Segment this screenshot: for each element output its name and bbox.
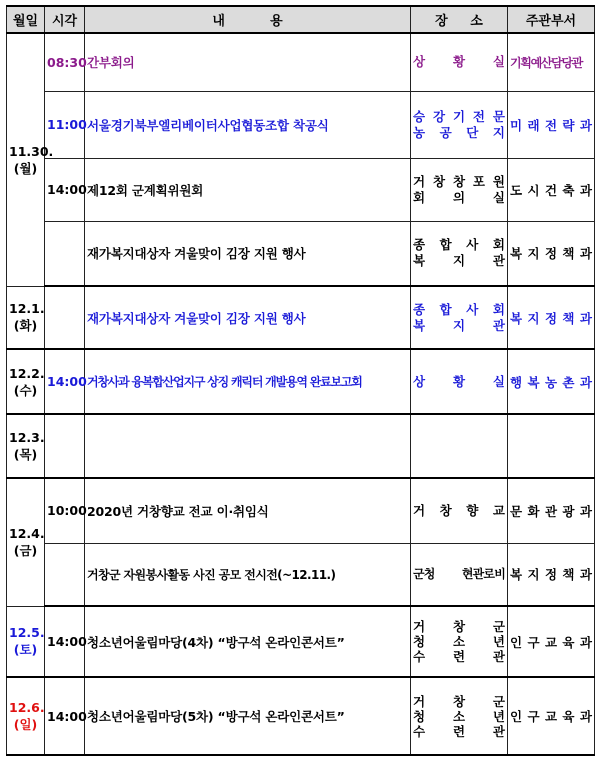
dept-cell: 기획예산담당관 <box>508 33 595 91</box>
header-dept: 주관부서 <box>508 6 595 33</box>
dept-cell: 복 지 정 책 과 <box>508 543 595 606</box>
date-cell: 11.30. (월) <box>7 33 45 286</box>
date-cell: 12.1. (화) <box>7 286 45 349</box>
header-place: 장 소 <box>411 6 508 33</box>
table-row <box>7 286 595 349</box>
dept-cell: 미 래 전 략 과 <box>508 91 595 158</box>
date-cell: 12.3. (목) <box>7 414 45 478</box>
place-cell: 거 창 창 포 원 회 의 실 <box>411 158 508 221</box>
content-cell: 제12회 군계획위원회 <box>85 158 411 221</box>
table-row <box>7 606 595 677</box>
place-cell <box>411 414 508 478</box>
place-cell: 거 창 군 청 소 년 수 련 관 <box>411 677 508 755</box>
content-cell: 청소년어울림마당(4차) “방구석 온라인콘서트” <box>85 606 411 677</box>
time-cell: 14:00 <box>45 677 85 755</box>
date-cell: 12.2. (수) <box>7 349 45 414</box>
content-cell: 거창사과 융복합산업지구 상징 캐릭터 개발용역 완료보고회 <box>85 349 411 414</box>
content-cell <box>85 414 411 478</box>
place-cell: 승 강 기 전 문 농 공 단 지 <box>411 91 508 158</box>
dept-cell: 문 화 관 광 과 <box>508 478 595 543</box>
place-cell: 상 황 실 <box>411 33 508 91</box>
date-cell: 12.6. (일) <box>7 677 45 755</box>
header-content: 내 용 <box>85 6 411 33</box>
time-cell <box>45 543 85 606</box>
table-row <box>7 91 595 158</box>
place-cell: 상 황 실 <box>411 349 508 414</box>
content-cell: 서울경기북부엘리베이터사업협동조합 착공식 <box>85 91 411 158</box>
dept-cell: 복 지 정 책 과 <box>508 286 595 349</box>
table-row <box>7 677 595 755</box>
place-cell: 종 합 사 회 복 지 관 <box>411 221 508 286</box>
content-cell: 2020년 거창향교 전교 이·취임식 <box>85 478 411 543</box>
content-cell: 재가복지대상자 겨울맞이 김장 지원 행사 <box>85 221 411 286</box>
header-time: 시각 <box>45 6 85 33</box>
content-cell: 청소년어울림마당(5차) “방구석 온라인콘서트” <box>85 677 411 755</box>
dept-cell <box>508 414 595 478</box>
header-row <box>7 6 595 33</box>
content-cell: 간부회의 <box>85 33 411 91</box>
dept-cell: 인 구 교 육 과 <box>508 677 595 755</box>
time-cell: 14:00 <box>45 349 85 414</box>
dept-cell: 행 복 농 촌 과 <box>508 349 595 414</box>
time-cell: 10:00 <box>45 478 85 543</box>
time-cell: 14:00 <box>45 606 85 677</box>
date-cell: 12.4. (금) <box>7 478 45 606</box>
place-cell: 군청 현관로비 <box>411 543 508 606</box>
table-row <box>7 33 595 91</box>
table-row <box>7 543 595 606</box>
dept-cell: 복 지 정 책 과 <box>508 221 595 286</box>
time-cell <box>45 221 85 286</box>
dept-cell: 인 구 교 육 과 <box>508 606 595 677</box>
dept-cell: 도 시 건 축 과 <box>508 158 595 221</box>
place-cell: 거 창 군 청 소 년 수 련 관 <box>411 606 508 677</box>
time-cell: 08:30 <box>45 33 85 91</box>
time-cell <box>45 414 85 478</box>
table-row <box>7 349 595 414</box>
content-cell: 거창군 자원봉사활동 사진 공모 전시전(~12.11.) <box>85 543 411 606</box>
table-row <box>7 414 595 478</box>
schedule-table <box>6 5 595 756</box>
content-cell: 재가복지대상자 겨울맞이 김장 지원 행사 <box>85 286 411 349</box>
time-cell: 14:00 <box>45 158 85 221</box>
table-row <box>7 221 595 286</box>
table-row <box>7 158 595 221</box>
place-cell: 거 창 향 교 <box>411 478 508 543</box>
time-cell: 11:00 <box>45 91 85 158</box>
table-row <box>7 478 595 543</box>
date-cell: 12.5. (토) <box>7 606 45 677</box>
place-cell: 종 합 사 회 복 지 관 <box>411 286 508 349</box>
header-date: 월일 <box>7 6 45 33</box>
time-cell <box>45 286 85 349</box>
